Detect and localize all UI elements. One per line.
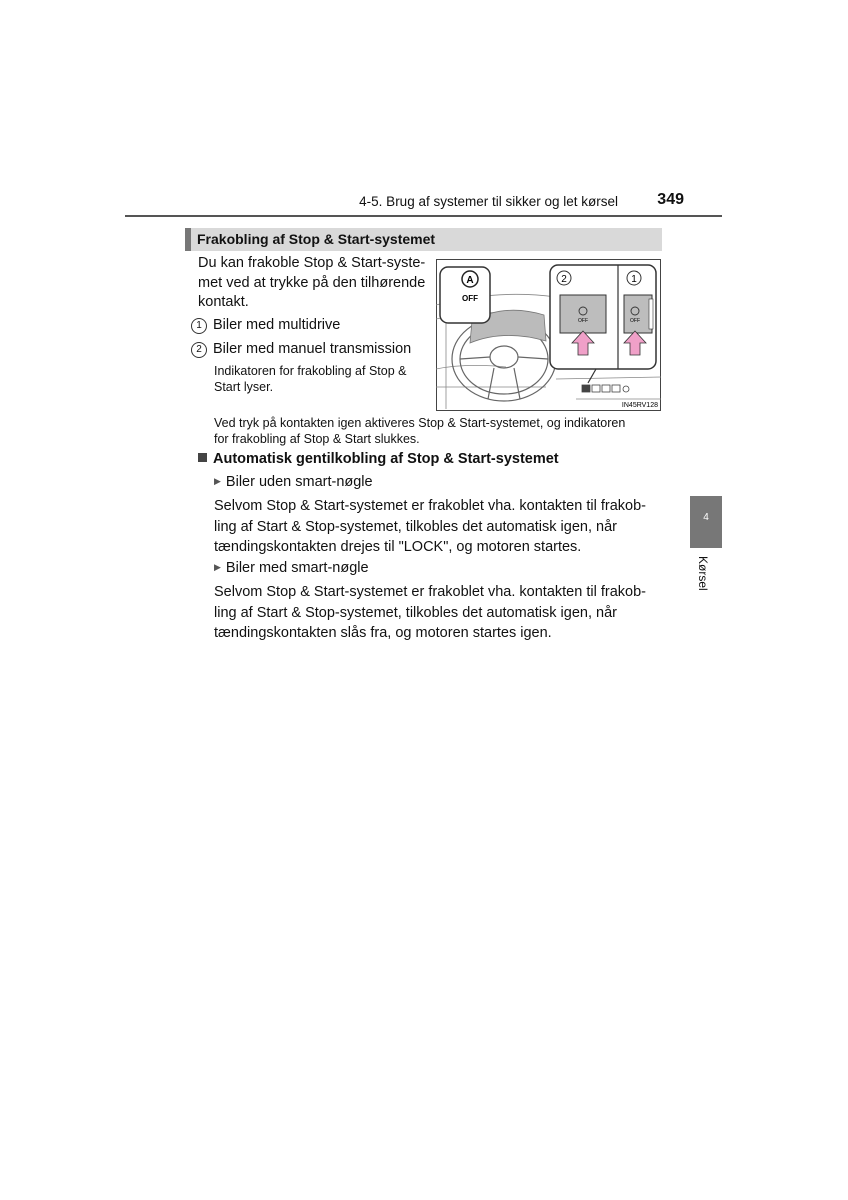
list-item <box>191 341 411 358</box>
circled-number: 2 <box>191 342 207 358</box>
button-off-label: OFF <box>630 318 640 324</box>
list-item <box>191 317 340 334</box>
indicator-off-label: OFF <box>462 294 478 303</box>
dashboard-illustration <box>436 259 661 411</box>
triangle-bullet-icon: ▶ <box>214 562 221 572</box>
triangle-bullet-icon: ▶ <box>214 476 221 486</box>
case-label-text: Biler uden smart-nøgle <box>225 474 373 490</box>
indicator-note <box>214 363 428 395</box>
intro-line: Du kan frakoble Stop & Start-syste- <box>198 255 426 271</box>
list-item-text: Biler med manuel transmission <box>213 341 412 357</box>
button-off-label: OFF <box>578 318 588 324</box>
case-paragraph <box>214 582 658 644</box>
section-title: Frakobling af Stop & Start-systemet <box>197 231 436 247</box>
circled-number: 1 <box>191 318 207 334</box>
paragraph-line: ling af Start & Stop-systemet, tilkobles det automatisk igen, når <box>214 518 617 535</box>
page-number: 349 <box>657 191 684 208</box>
callout-2: 2 <box>561 274 567 285</box>
figure-code: IN45RV128 <box>621 402 658 409</box>
paragraph-line: ling af Start & Stop-systemet, tilkobles det automatisk igen, når <box>214 604 617 621</box>
subsection-heading <box>198 451 559 467</box>
paragraph-line: Selvom Stop & Start-systemet er frakoblet vha. kontakten til frakob- <box>214 584 646 600</box>
chapter-tab[interactable] <box>690 496 722 548</box>
indicator-symbol: A <box>466 275 474 286</box>
indicator-line: Start lyser. <box>214 380 274 394</box>
press-again-line: for frakobling af Stop & Start slukkes. <box>214 432 420 446</box>
section-title-bar <box>185 228 662 251</box>
square-bullet-icon <box>198 453 207 462</box>
case-paragraph <box>214 496 658 558</box>
subsection-title: Automatisk gentilkobling af Stop & Start-systemet <box>213 451 559 467</box>
case-label-text: Biler med smart-nøgle <box>225 560 369 576</box>
callout-1: 1 <box>631 274 637 285</box>
paragraph-line: tændingskontakten slås fra, og motoren startes igen. <box>214 625 552 641</box>
intro-line: met ved at trykke på den tilhørende <box>198 274 426 291</box>
case-label <box>214 560 369 576</box>
chapter-number: 4 <box>703 512 709 523</box>
running-header: 4-5. Brug af systemer til sikker og let kørsel <box>359 194 618 209</box>
indicator-line: Indikatoren for frakobling af Stop & <box>214 364 407 378</box>
section-title-accent <box>185 228 191 251</box>
press-again-line: Ved tryk på kontakten igen aktiveres Stop & Start-systemet, og indikatoren <box>214 416 626 430</box>
intro-paragraph <box>198 254 426 313</box>
intro-line: kontakt. <box>198 294 249 310</box>
header-divider <box>125 215 722 217</box>
paragraph-line: tændingskontakten drejes til "LOCK", og motoren startes. <box>214 539 582 555</box>
list-item-text: Biler med multidrive <box>213 317 341 333</box>
case-label <box>214 474 373 490</box>
press-again-note <box>214 415 660 447</box>
chapter-label: Kørsel <box>696 556 710 591</box>
paragraph-line: Selvom Stop & Start-systemet er frakoblet vha. kontakten til frakob- <box>214 498 646 514</box>
